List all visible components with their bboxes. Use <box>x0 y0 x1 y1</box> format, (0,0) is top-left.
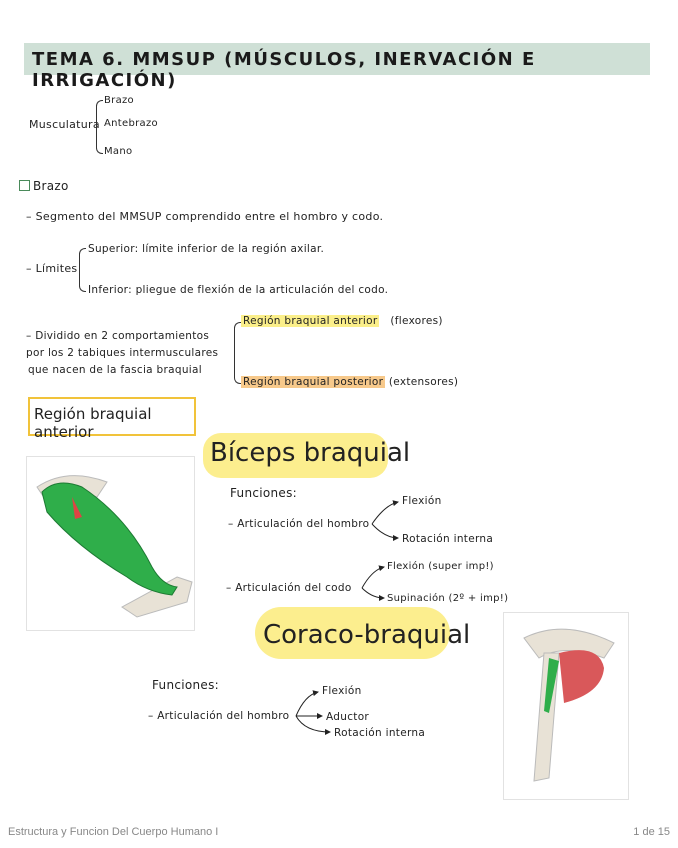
biceps-codo-flexion: Flexión (super imp!) <box>387 561 494 572</box>
limite-superior: Superior: límite inferior de la región axilar. <box>88 243 325 255</box>
biceps-hombro: – Articulación del hombro <box>228 518 370 530</box>
footer-course: Estructura y Funcion Del Cuerpo Humano I <box>8 826 219 838</box>
musculatura-item: Brazo <box>104 95 134 106</box>
coraco-hombro: – Articulación del hombro <box>148 710 290 722</box>
musculatura-item: Mano <box>104 146 133 157</box>
arm-illustration <box>504 613 628 799</box>
biceps-title: Bíceps braquial <box>210 438 411 468</box>
coracobraquial-image <box>503 612 629 800</box>
limites-label: – Límites <box>26 262 78 275</box>
section-heading: Brazo <box>33 179 69 193</box>
footer-page: 1 de 15 <box>633 826 670 838</box>
biceps-supinacion: Supinación (2º + imp!) <box>387 593 509 604</box>
musculatura-label: Musculatura <box>29 118 100 131</box>
musculatura-item: Antebrazo <box>104 118 158 129</box>
region-box-label: Región braquial anterior <box>34 405 152 441</box>
limite-inferior: Inferior: pliegue de flexión de la articulación del codo. <box>88 284 389 296</box>
dividido-line: por los 2 tabiques intermusculares <box>26 347 219 359</box>
funciones-label: Funciones: <box>152 678 220 692</box>
biceps-rotacion: Rotación interna <box>402 533 494 545</box>
coraco-title: Coraco-braquial <box>263 620 471 650</box>
funciones-label: Funciones: <box>230 486 298 500</box>
segmento-text: – Segmento del MMSUP comprendido entre el hombro y codo. <box>26 210 384 223</box>
extensores-note: (extensores) <box>388 376 459 388</box>
page-title: TEMA 6. MMSUP (MÚSCULOS, INERVACIÓN E IRRIGACIÓN) <box>32 49 536 91</box>
dividido-line: – Dividido en 2 comportamientos <box>26 330 210 342</box>
coraco-aductor: Aductor <box>326 711 370 723</box>
coraco-rotacion: Rotación interna <box>334 727 426 739</box>
biceps-flexion: Flexión <box>402 495 442 507</box>
flexores-note: (flexores) <box>390 315 443 327</box>
biceps-codo: – Articulación del codo <box>226 582 352 594</box>
region-posterior: Región braquial posterior <box>243 376 384 388</box>
region-anterior: Región braquial anterior <box>243 315 378 327</box>
dividido-line: que nacen de la fascia braquial <box>28 364 202 376</box>
coraco-flexion: Flexión <box>322 685 362 697</box>
